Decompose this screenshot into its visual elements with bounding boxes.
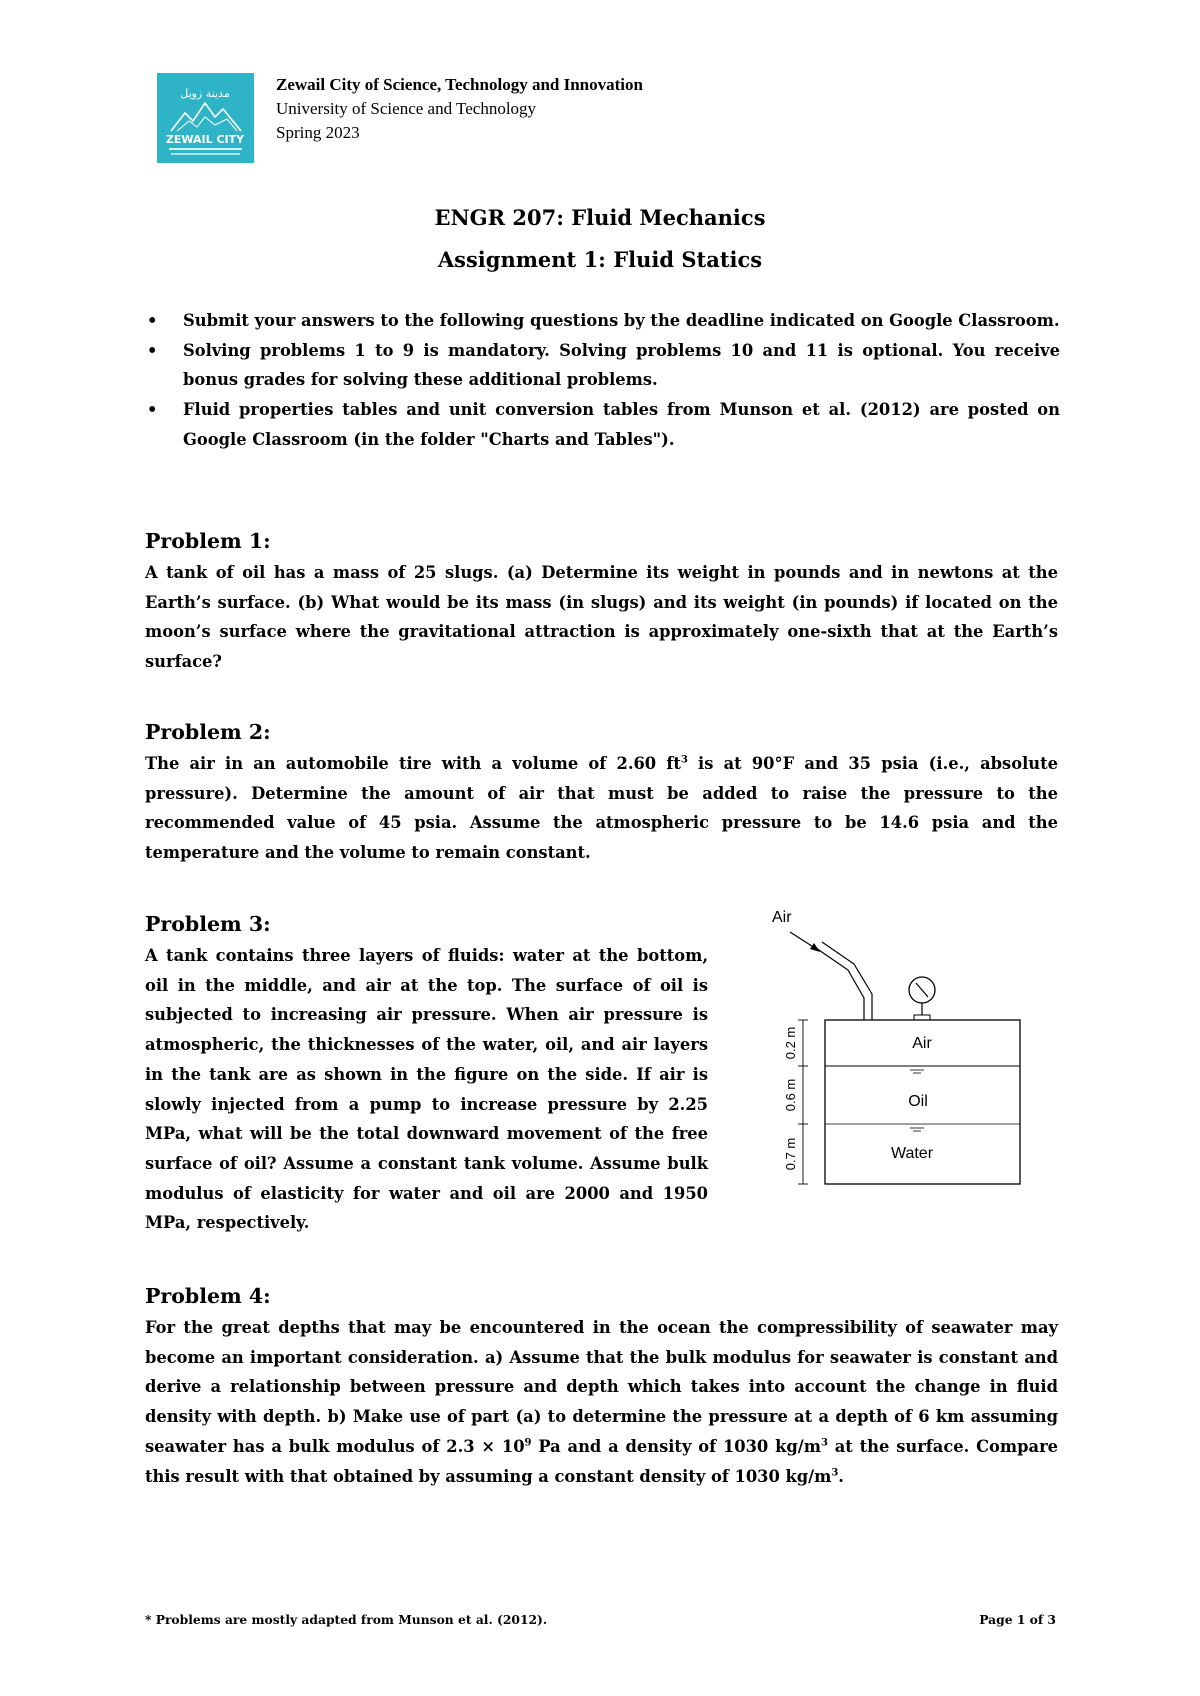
instruction-item: • Solving problems 1 to 9 is mandatory. Solving problems 10 and 11 is optional. You receive bonus grades for solving these additional problems. bbox=[145, 336, 1060, 395]
problem-1-title: Problem 1: bbox=[145, 529, 271, 553]
course-title: ENGR 207: Fluid Mechanics bbox=[434, 205, 766, 230]
institution-block bbox=[276, 73, 643, 145]
instruction-item: • Submit your answers to the following questions by the deadline indicated on Google Classroom. bbox=[145, 306, 1060, 336]
layer-label-oil: Oil bbox=[908, 1093, 928, 1110]
instruction-list bbox=[145, 306, 1060, 455]
problem-3-text: A tank contains three layers of fluids: water at the bottom, oil in the middle, and air at the top. The surface of oil is subjected to increasing air pressure. When air pressure is atmospheric, the thicknesses of the water, oil, and air layers in the tank are as shown in the figure on the side. If air is slowly injected from a pump to increase pressure by 2.25 MPa, what will be the total downward movement of the free surface of oil? Assume a constant tank volume. Assume bulk modulus of elasticity for water and oil are 2000 and 1950 MPa, respectively. bbox=[145, 946, 708, 1233]
assignment-title: Assignment 1: Fluid Statics bbox=[437, 247, 763, 272]
term: Spring 2023 bbox=[276, 123, 360, 142]
university-name: University of Science and Technology bbox=[276, 99, 537, 118]
dim-label-water: 0.7 m bbox=[783, 1137, 798, 1171]
tank-figure bbox=[760, 898, 1030, 1193]
page-number: Page 1 of 3 bbox=[979, 1612, 1056, 1627]
layer-label-air: Air bbox=[912, 1035, 932, 1052]
logo-wordmark: ZEWAIL CITY bbox=[165, 133, 245, 146]
problem-2-text: The air in an automobile tire with a volume of 2.60 $ft^3$ is at 90°F and 35 psia (i.e., absolute pressure). Determine the amount of air that must be added to raise the pressure to the recommended value of 45 psia. Assume the atmospheric pressure to be 14.6 psia and the temperature and the volume to remain constant. bbox=[145, 754, 1058, 863]
zewail-city-logo bbox=[157, 73, 254, 163]
dim-label-oil: 0.6 m bbox=[783, 1078, 798, 1112]
figure-inlet-label: Air bbox=[772, 909, 792, 926]
problem-4-title: Problem 4: bbox=[145, 1284, 271, 1308]
institution-name: Zewail City of Science, Technology and Innovation bbox=[276, 75, 643, 94]
problem-3-title: Problem 3: bbox=[145, 912, 271, 936]
problem-2-title: Problem 2: bbox=[145, 720, 271, 744]
footnote: * Problems are mostly adapted from Munson et al. (2012). bbox=[145, 1612, 548, 1627]
instruction-item: • Fluid properties tables and unit conversion tables from Munson et al. (2012) are posted on Google Classroom (in the folder "Charts and Tables"). bbox=[145, 395, 1060, 454]
problem-1-text: A tank of oil has a mass of 25 slugs. (a) Determine its weight in pounds and in newtons at the Earth’s surface. (b) What would be its mass (in slugs) and its weight (in pounds) if located on the moon’s surface where the gravitational attraction is approximately one-sixth that at the Earth’s surface? bbox=[145, 563, 1058, 672]
layer-label-water: Water bbox=[890, 1145, 934, 1162]
dim-label-air: 0.2 m bbox=[783, 1026, 798, 1060]
svg-text:مدينة زويل: مدينة زويل bbox=[180, 87, 230, 100]
problem-4-text: For the great depths that may be encountered in the ocean the compressibility of seawater may become an important consideration. a) Assume that the bulk modulus for seawater is constant and derive a relationship between pressure and depth which takes into account the change in fluid density with depth. b) Make use of part (a) to determine the pressure at a depth of 6 km assuming seawater has a bulk modulus of $2.3 \times 10^9$ Pa and a density of 1030 $kg/m^3$ at the surface. Compare this result with that obtained by assuming a constant density of 1030 $kg/m^3$. bbox=[145, 1318, 1059, 1486]
